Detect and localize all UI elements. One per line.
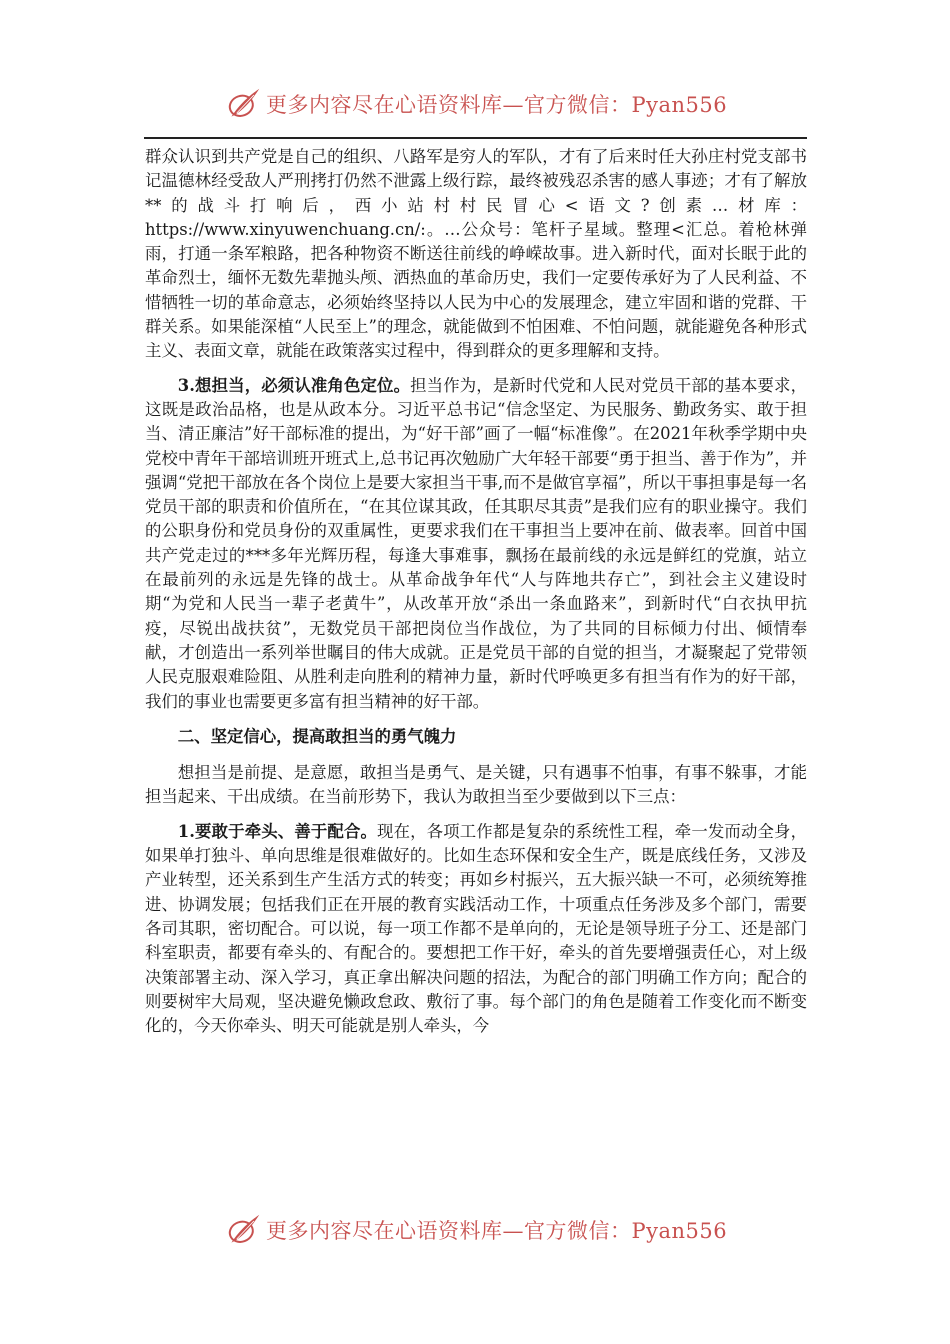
paragraph-1: 群众认识到共产党是自己的组织、八路军是穷人的军队，才有了后来时任大孙庄村党支部书记温德林经受敌人严刑拷打仍然不泄露上级行踪，最终被残忍杀害的感人事迹；才有了解放**的战斗打响后，西小站村村民冒心<语文?创素…材库：https://www.xinyuwenchuang.cn/:。…公众号：笔杆子星域。整理<汇总。着枪林弹雨，打通一条军粮路，把各种物资不断送往前线的峥嵘故事。进入新时代，面对长眠于此的革命烈士，缅怀无数先辈抛头颅、洒热血的革命历史，我们一定要传承好为了人民利益、不惜牺牲一切的革命意志，必须始终坚持以人民为中心的发展理念，建立牢固和谐的党群、干群关系。如果能深植“人民至上”的理念，就能做到不怕困难、不怕问题，就能避免各种形式主义、表面文章，就能在政策落实过程中，得到群众的更多理解和支持。	[145, 147, 807, 361]
header-banner-text: 更多内容尽在心语资料库—官方微信：Pyan556	[266, 93, 728, 117]
paragraph-4-heading: 1.要敢于牵头、善于配合。	[177, 821, 378, 841]
footer-banner	[226, 1210, 727, 1250]
header-rule	[144, 137, 807, 139]
feather-pen-logo-icon	[226, 1212, 262, 1248]
paragraph-2-text: 担当作为，是新时代党和人民对党员干部的基本要求，这既是政治品格，也是从政本分。习近平总书记“信念坚定、为民服务、勤政务实、敢于担当、清正廉洁”好干部标准的提出，为“好干部”画了一幅“标准像”。在2021年秋季学期中央党校中青年干部培训班开班式上,总书记再次勉励广大年轻干部要“勇于担当、善于作为”，并强调“党把干部放在各个岗位上是要大家担当干事,而不是做官享福”，所以干事担事是每一名党员干部的职责和价值所在，“在其位谋其政，任其职尽其责”是我们应有的职业操守。我们的公职身份和党员身份的双重属性，更要求我们在干事担当上要冲在前、做表率。回首中国共产党走过的***多年光辉历程，每逢大事难事，飘扬在最前线的永远是鲜红的党旗，站立在最前列的永远是先锋的战士。从革命战争年代“人与阵地共存亡”，到社会主义建设时期“为党和人民当一辈子老黄牛”，从改革开放“杀出一条血路来”，到新时代“白衣执甲抗疫，尽锐出战扶贫”，无数党员干部把岗位当作战位，为了共同的目标倾力付出、倾情奉献，才创造出一系列举世瞩目的伟大成就。正是党员干部的自觉的担当，才凝聚起了党带领人民克服艰难险阻、从胜利走向胜利的精神力量，新时代呼唤更多有担当有作为的好干部，我们的事业也需要更多富有担当精神的好干部。	[145, 375, 807, 711]
section-title: 二、坚定信心，提高敢担当的勇气魄力	[177, 726, 457, 746]
header-banner	[226, 84, 727, 124]
paragraph-4	[145, 820, 807, 1039]
feather-pen-logo-icon	[226, 86, 262, 122]
paragraph-2-heading: 3.想担当，必须认准角色定位。	[177, 375, 411, 395]
document-body	[145, 145, 807, 1038]
paragraph-3: 想担当是前提、是意愿，敢担当是勇气、是关键，只有遇事不怕事，有事不躲事，才能担当起来、干出成绩。在当前形势下，我认为敢担当至少要做到以下三点：	[145, 763, 807, 807]
footer-banner-text: 更多内容尽在心语资料库—官方微信：Pyan556	[266, 1219, 728, 1243]
paragraph-4-text: 现在，各项工作都是复杂的系统性工程，牵一发而动全身，如果单打独斗、单向思维是很难做好的。比如生态环保和安全生产，既是底线任务，又涉及产业转型，还关系到生产生活方式的转变；再如乡村振兴，五大振兴缺一不可，必须统筹推进、协调发展；包括我们正在开展的教育实践活动工作，十项重点任务涉及多个部门，需要各司其职，密切配合。可以说，每一项工作都不是单向的，无论是领导班子分工、还是部门科室职责，都要有牵头的、有配合的。要想把工作干好，牵头的首先要增强责任心，对上级决策部署主动、深入学习，真正拿出解决问题的招法，为配合的部门明确工作方向；配合的则要树牢大局观，坚决避免懒政怠政、敷衍了事。每个部门的角色是随着工作变化而不断变化的，今天你牵头、明天可能就是别人牵头，今	[145, 821, 807, 1036]
paragraph-2	[145, 374, 807, 714]
